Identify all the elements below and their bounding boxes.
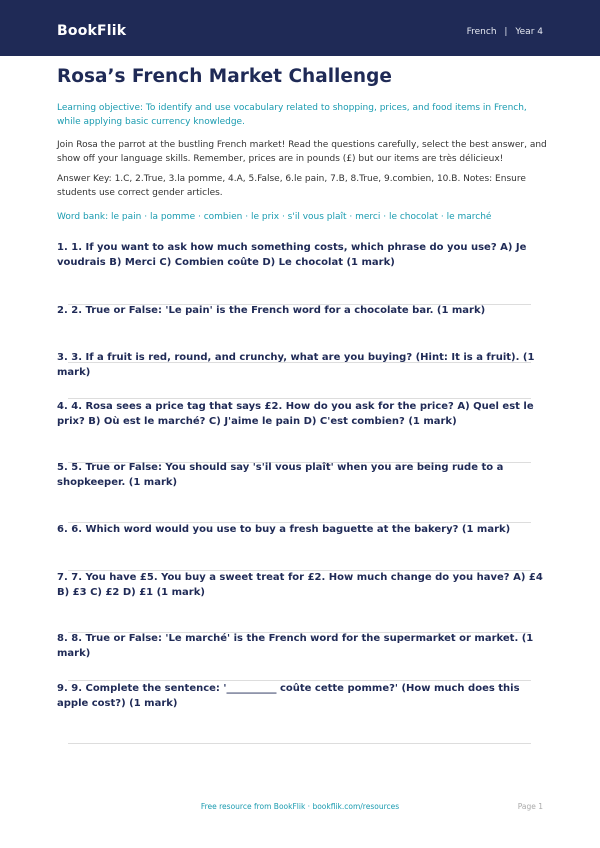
answer-line-9: [68, 743, 531, 744]
year-label: Year 4: [515, 27, 543, 37]
page-number: Page 1: [517, 802, 543, 811]
word-bank: Word bank: le pain · la pomme · combien · le prix · s'il vous plaît · merci · le chocolat · le marché: [57, 212, 492, 222]
question-3: 3. 3. If a fruit is red, round, and crunchy, what are you buying? (Hint: It is a fruit). (1 mark): [57, 352, 535, 378]
question-8: 8. 8. True or False: 'Le marché' is the French word for the supermarket or market. (1 mark): [57, 633, 534, 659]
question-2: 2. 2. True or False: 'Le pain' is the French word for a chocolate bar. (1 mark): [57, 305, 486, 316]
subject-year-label: [467, 27, 543, 37]
footer-resource-link[interactable]: Free resource from BookFlik · bookflik.com/resources: [200, 802, 400, 811]
question-7: 7. 7. You have £5. You buy a sweet treat for £2. How much change do you have? A) £4 B) £3 C) £2 D) £1 (1 mark): [57, 572, 543, 598]
intro-text: Join Rosa the parrot at the bustling French market! Read the questions carefully, select the best answer, and show off your language skills. Remember, prices are in pounds (£) but our items are très délicieux!: [57, 140, 547, 164]
question-4: 4. 4. Rosa sees a price tag that says £2. How do you ask for the price? A) Quel est le prix? B) Où est le marché? C) J'aime le pain D) C'est combien? (1 mark): [57, 401, 534, 427]
answer-key: Answer Key: 1.C, 2.True, 3.la pomme, 4.A, 5.False, 6.le pain, 7.B, 8.True, 9.combien, 10.B. Notes: Ensure students use correct gender articles.: [57, 174, 526, 198]
question-1: 1. 1. If you want to ask how much something costs, which phrase do you use? A) Je voudrais B) Merci C) Combien coûte D) Le chocolat (1 mark): [57, 242, 527, 268]
brand-logo: BookFlik: [57, 23, 127, 39]
question-9: 9. 9. Complete the sentence: '__________ coûte cette pomme?' (How much does this apple cost?) (1 mark): [57, 683, 520, 709]
question-5: 5. 5. True or False: You should say 's'il vous plaît' when you are being rude to a shopkeeper. (1 mark): [57, 462, 504, 488]
subject-label: French: [466, 27, 497, 37]
worksheet-title: Rosa’s French Market Challenge: [57, 66, 392, 87]
header-bar: [0, 0, 600, 56]
header-separator: |: [504, 27, 508, 37]
question-6: 6. 6. Which word would you use to buy a fresh baguette at the bakery? (1 mark): [57, 524, 511, 535]
learning-objective: Learning objective: To identify and use vocabulary related to shopping, prices, and food items in French, while applying basic currency knowledge.: [57, 103, 527, 127]
